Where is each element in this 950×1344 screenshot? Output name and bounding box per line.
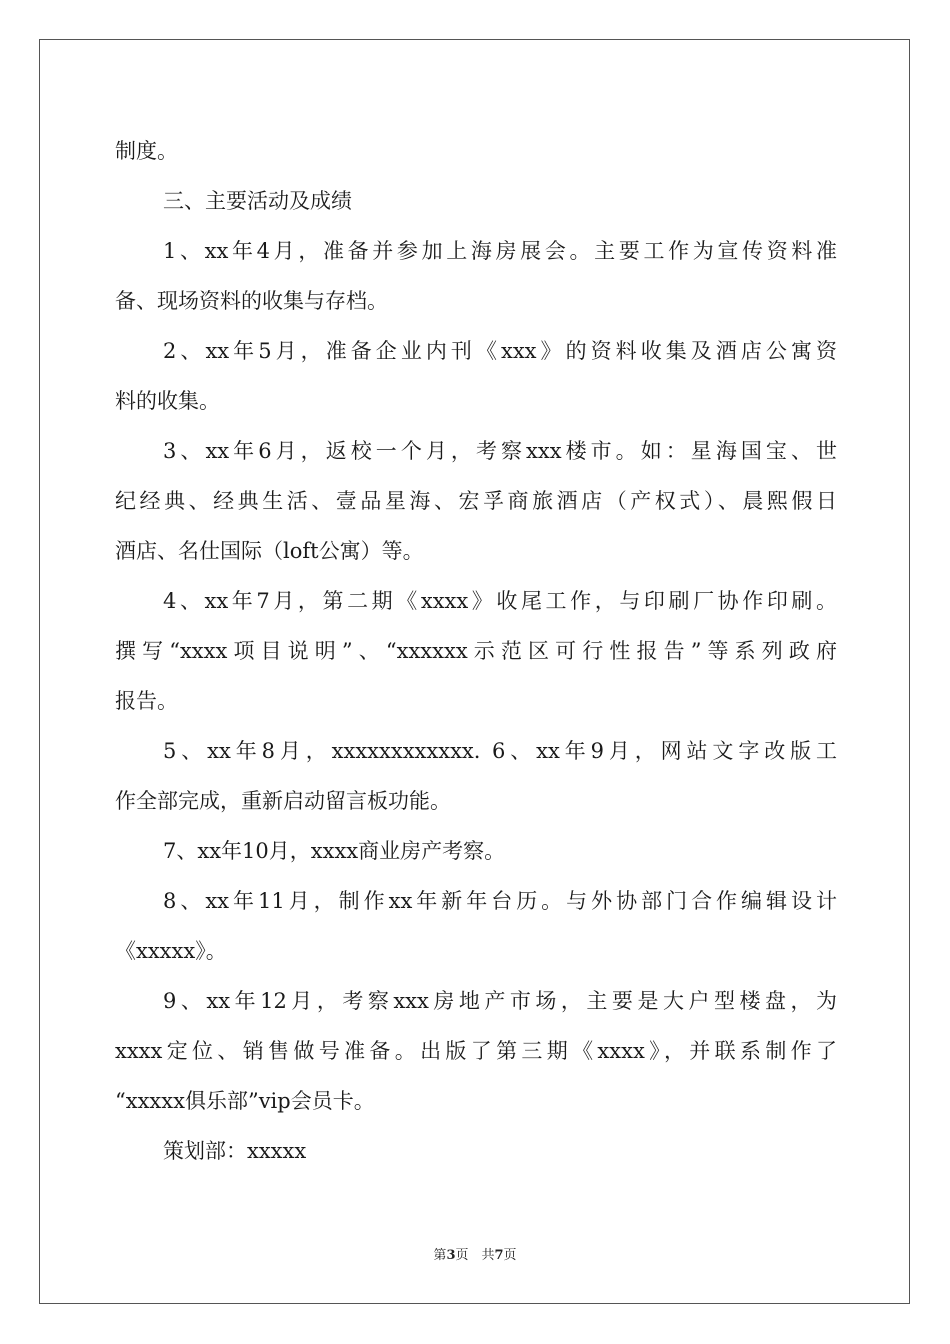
footer-prefix: 第 — [433, 1248, 447, 1263]
text-line: 2、xx年5月，准备企业内刊《xxx》的资料收集及酒店公寓资 — [163, 339, 837, 363]
text-line: 作全部完成，重新启动留言板功能。 — [115, 789, 451, 813]
text-line: xxxx定位、销售做号准备。出版了第三期《xxxx》，并联系制作了 — [115, 1039, 837, 1063]
text-line: 酒店、名仕国际（loft公寓）等。 — [115, 539, 424, 563]
text-line: 7、xx年10月，xxxx商业房产考察。 — [163, 839, 506, 863]
text-line: 撰写“xxxx项目说明”、“xxxxxx示范区可行性报告”等系列政府 — [115, 639, 837, 663]
total-page-number: 7 — [494, 1248, 504, 1263]
text-line: 料的收集。 — [115, 389, 220, 413]
document-body — [115, 126, 837, 1176]
text-line: 备、现场资料的收集与存档。 — [115, 289, 388, 313]
current-page-number: 3 — [446, 1248, 456, 1263]
text-line: 《xxxxx》。 — [115, 939, 227, 963]
text-line: 9、xx年12月，考察xxx房地产市场，主要是大户型楼盘，为 — [163, 989, 837, 1013]
text-line: 1、xx年4月，准备并参加上海房展会。主要工作为宣传资料准 — [163, 239, 837, 263]
text-line: 4、xx年7月，第二期《xxxx》收尾工作，与印刷厂协作印刷。 — [163, 589, 837, 613]
text-line: 策划部：xxxxx — [163, 1139, 307, 1163]
text-line: 制度。 — [115, 139, 178, 163]
text-line: 3、xx年6月，返校一个月，考察xxx楼市。如：星海国宝、世 — [163, 439, 837, 463]
text-line: 5、xx年8月，xxxxxxxxxxxx. 6、xx年9月，网站文字改版工 — [163, 739, 837, 763]
text-line: 纪经典、经典生活、壹品星海、宏孚商旅酒店（产权式）、晨熙假日 — [115, 489, 837, 513]
footer-mid: 页 共 — [455, 1248, 495, 1263]
text-line: 三、主要活动及成绩 — [163, 189, 352, 213]
footer-suffix: 页 — [503, 1248, 517, 1263]
page-footer — [0, 1246, 950, 1266]
text-line: 8、xx年11月，制作xx年新年台历。与外协部门合作编辑设计 — [163, 889, 837, 913]
text-line: 报告。 — [115, 689, 178, 713]
text-line: “xxxxx俱乐部”vip会员卡。 — [115, 1089, 375, 1113]
